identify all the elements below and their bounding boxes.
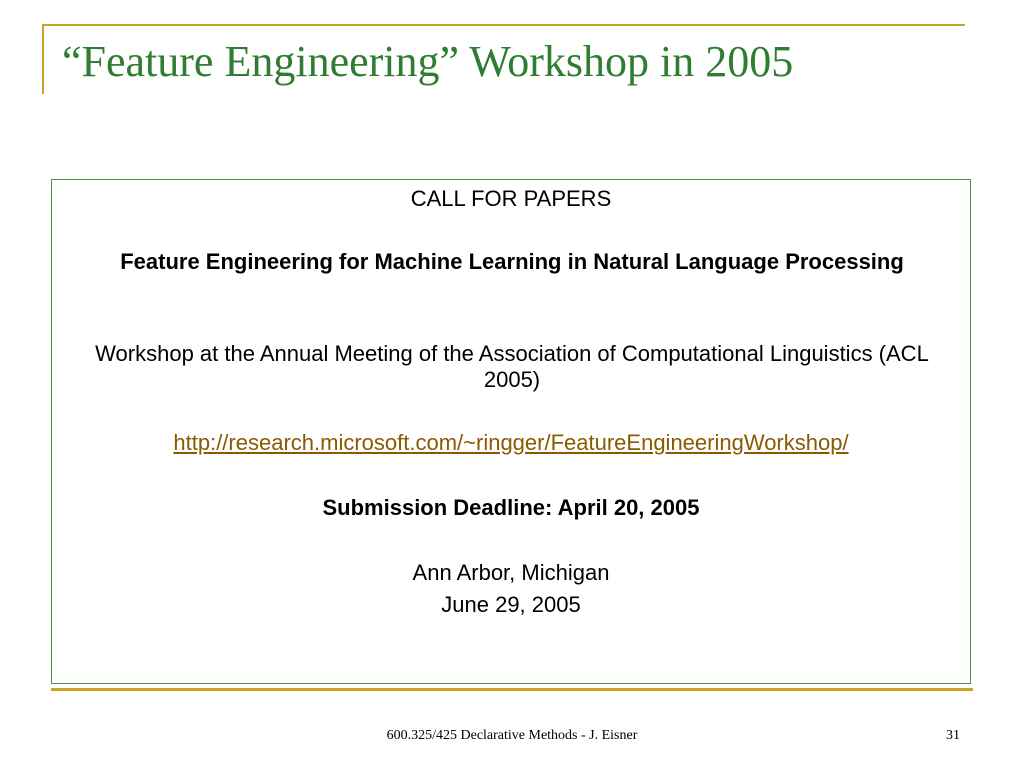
box-underline (51, 688, 973, 691)
footer-course: 600.325/425 Declarative Methods - J. Eisner (386, 728, 638, 743)
workshop-title: Feature Engineering for Machine Learning in Natural Language Processing (120, 249, 904, 274)
call-for-papers-heading: CALL FOR PAPERS (410, 186, 612, 211)
workshop-location: Ann Arbor, Michigan (412, 560, 610, 585)
workshop-url-container (52, 430, 970, 456)
submission-deadline: Submission Deadline: April 20, 2005 (322, 495, 700, 520)
call-for-papers-box (51, 179, 971, 684)
workshop-date: June 29, 2005 (441, 592, 581, 617)
accent-line-top (42, 24, 965, 26)
slide-title: “Feature Engineering” Workshop in 2005 (62, 37, 794, 86)
accent-line-left (42, 24, 44, 94)
footer-page-number: 31 (946, 728, 960, 743)
workshop-url-link[interactable]: http://research.microsoft.com/~ringger/FeatureEngineeringWorkshop/ (173, 430, 849, 455)
workshop-description: Workshop at the Annual Meeting of the Association of Computational Linguistics (ACL 2005) (95, 341, 929, 392)
